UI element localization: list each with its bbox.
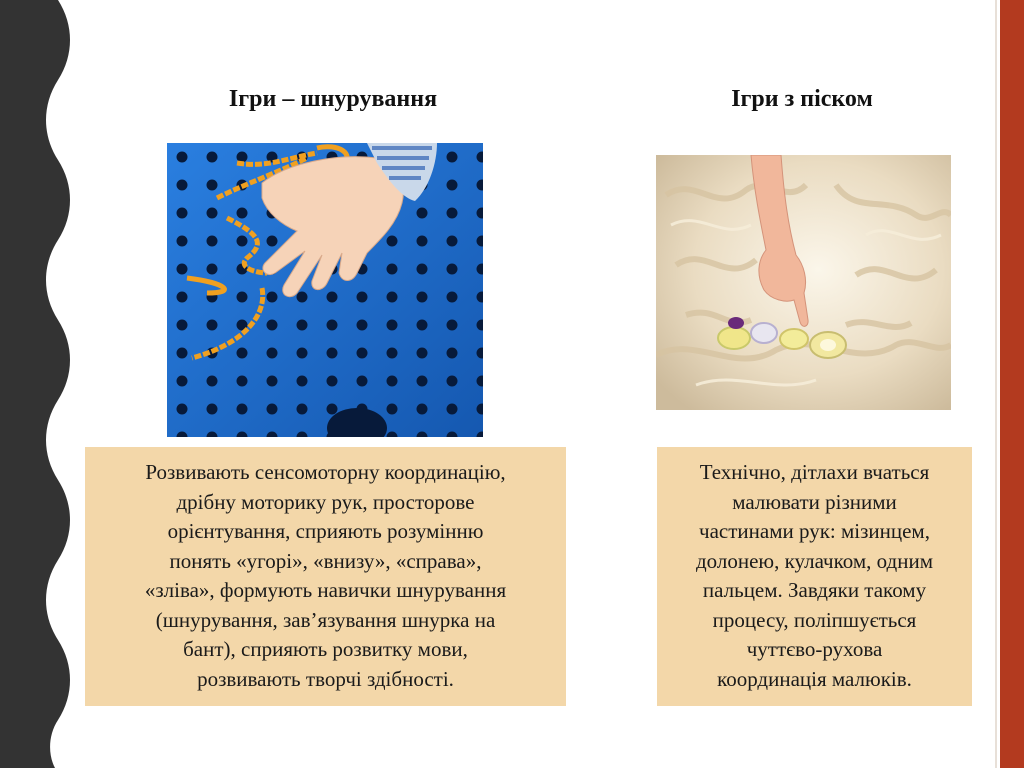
text-line: понять «угорі», «внизу», «справа»,: [169, 548, 482, 573]
text-line: бант), сприяють розвитку мови,: [183, 637, 468, 661]
text-line: (шнурування, зав’язування шнурка на: [155, 607, 496, 632]
text-line: частинами рук: мізинцем,: [699, 519, 930, 543]
text-line: координація малюків.: [717, 666, 912, 691]
accent-stripe: [1000, 0, 1024, 768]
accent-stripe-divider: [995, 0, 997, 768]
text-line: дрібну моторику рук, просторове: [176, 489, 475, 514]
wavy-border-decoration: [0, 0, 80, 768]
text-line: Технічно, дітлахи вчаться: [699, 460, 930, 484]
sand-play-photo: [656, 155, 951, 410]
lacing-games-heading: Ігри – шнурування: [228, 86, 438, 112]
text-line: долонею, кулачком, одним: [695, 548, 933, 573]
text-line: орієнтування, сприяють розумінню: [167, 519, 484, 543]
sand-games-heading: Ігри з піском: [731, 86, 873, 112]
text-line: чуттєво-рухова: [746, 637, 883, 661]
text-line: пальцем. Завдяки такому: [702, 578, 927, 602]
text-line: Розвивають сенсомоторну координацію,: [145, 460, 506, 484]
text-line: розвивають творчі здібності.: [197, 666, 454, 691]
text-line: «зліва», формують навички шнурування: [144, 578, 507, 602]
lacing-board-photo: [167, 143, 483, 437]
text-line: малювати різними: [732, 489, 897, 514]
sand-description-box: [657, 447, 972, 706]
text-line: процесу, поліпшується: [712, 607, 917, 632]
lacing-description-box: [85, 447, 566, 706]
